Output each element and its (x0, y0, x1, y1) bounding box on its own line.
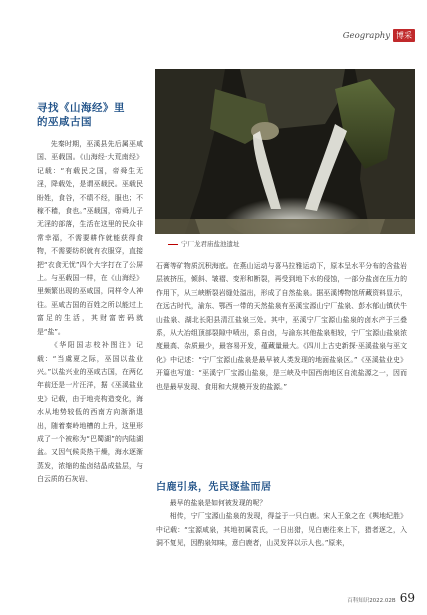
article-title-line2: 的巫咸古国 (37, 116, 92, 128)
page-footer (347, 591, 415, 605)
article-title (37, 101, 147, 129)
waterfall-illustration (155, 69, 415, 234)
paragraph: 相传，宁厂宝源山盐泉的发现，得益于一只白鹿。宋人王象之在《舆地纪胜》中记载：“宝源咸泉，其地初属袁氏，一日出猎，见白鹿往来上下，猎者逐之，入洞不复见，因酌泉知味，意白鹿者，山灵发祥以示人也。”原来， (156, 512, 407, 548)
section2-body (156, 497, 407, 551)
article-body-left (37, 138, 143, 487)
article-body-right (156, 260, 407, 394)
photo-caption: 宁厂龙君庙盐池遗址 (168, 239, 240, 248)
page-number: 69 (399, 591, 415, 605)
section-header (343, 29, 415, 42)
section-heading: 白鹿引泉，先民逐盐而居 (156, 482, 272, 493)
paragraph: 最早的盐泉是如何被发现的呢？ (169, 499, 267, 507)
section-label-en: Geography (342, 30, 390, 41)
section-badge: 博采 (393, 29, 415, 42)
paragraph: 《华阳国志校补图注》记载：“当虞夏之际，巫国以盐业兴。”以盐兴业的巫咸古国，在两亿年前还是一片汪洋，据《巫溪盐业史》记载，由于地壳构造变化，海水从地势较低的西南方向渐渐退出，随着秦岭地槽的上升，这里形成了一个被称为“巴蜀湖”的内陆湖盆。又因气候炎热干燥，海水逐渐蒸发，浓缩的盐卤结晶成盐层，与白云质的石灰岩、 (37, 341, 143, 484)
paragraph: 石膏等矿物质沉积海底。在燕山运动与喜马拉雅运动下，原本呈水平分布的含盐岩层被挤压，倾斜、皱褶、变形和断裂，再受到地下水的侵蚀，一部分盐卤在压力的作用下，从三峡断裂岩缝处溢出，形成了自然盐泉。据巫溪博物馆所藏资料显示，在远古时代，渝东、鄂西一带的天然盐泉有巫溪宝源山宁厂盐泉、彭水郁山镇伏牛山盐泉、湖北长阳县清江盐泉三处。其中，巫溪宁厂宝源山盐泉的卤水产于三叠系，从大冶组顶部裂隙中喷出，系自卤，与渝东其他盐泉相较，宁厂宝源山盐泉浓度最高、杂质最少，最容易开发，蕴藏量最大。《四川上古史新探·巫溪盐泉与巫文化》中记述：“宁厂宝源山盐泉是最早被人类发现的地面盐泉区。”《巫溪盐业史》开篇也写道：“巫溪宁厂宝源山盐泉，是三峡及中国西南地区自流盐源之一，因而也是最早发现、食用和大规模开发的盐源。” (156, 262, 407, 391)
paragraph: 先秦时期，巫溪县先后属巫咸国、巫载国。《山海经·大荒南经》记载：“有载民之国，帝舜生无淫，降载处，是谓巫载民。巫载民盼姓，食谷，不绩不经，服也；不稼不穑，食也。”巫载国，帝舜儿子无淫的部落，生活在这里的民众非常幸福，不需要耕作就能获得食物，不需要纺织就有衣服穿，直接把“衣食无忧”四个大字打在了公屏上。与巫载国一样，在《山海经》里频繁出现的巫咸国，同样令人神往。巫咸古国的百姓之所以能过上富足的生活，其财富密码就是“盐”。 (37, 140, 143, 336)
salt-spring-photo (155, 69, 415, 234)
article-title-line1: 寻找《山海经》里 (37, 102, 125, 114)
magazine-issue: 百科知识2022.02B (347, 598, 396, 604)
